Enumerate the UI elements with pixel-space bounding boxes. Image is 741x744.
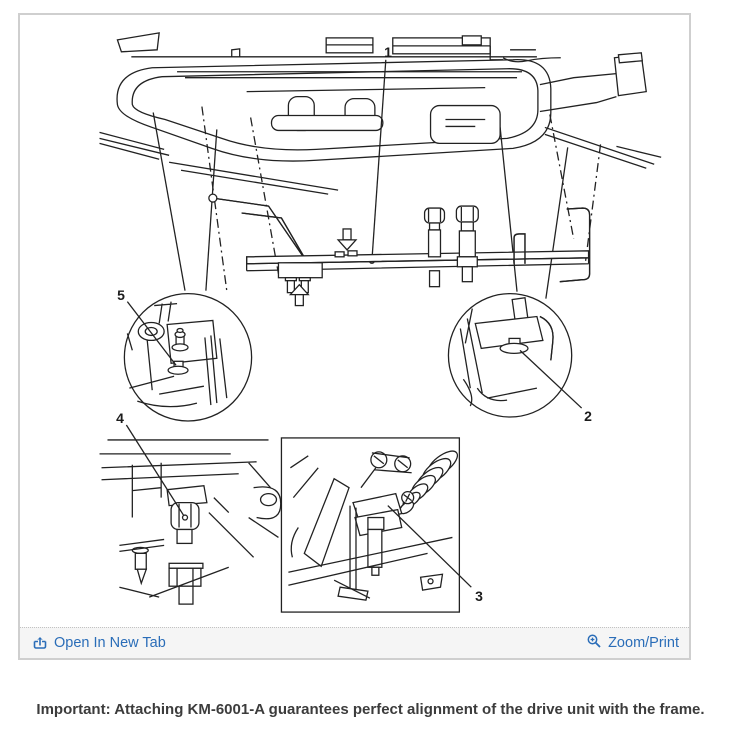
callout-5: 5 xyxy=(117,287,125,303)
open-in-new-tab-icon xyxy=(32,635,48,651)
vehicle-frame xyxy=(100,33,662,194)
zoom-print-link[interactable] xyxy=(586,635,679,651)
tool-bolt-right xyxy=(456,206,478,282)
detail-circle-right xyxy=(448,294,581,417)
alignment-tool-bar xyxy=(209,194,590,305)
caption xyxy=(0,701,741,718)
callout-4: 4 xyxy=(116,410,124,426)
caption-text: Important: Attaching KM-6001-A guarantees perfect alignment of the drive unit with the frame. xyxy=(36,701,705,718)
down-arrow-icon xyxy=(338,229,356,250)
callout-2: 2 xyxy=(584,408,592,424)
open-in-new-tab-label: Open In New Tab xyxy=(54,635,166,651)
zoom-print-label: Zoom/Print xyxy=(608,635,679,651)
callout-3: 3 xyxy=(475,588,483,604)
detail-circle-left xyxy=(124,294,251,421)
technical-diagram xyxy=(20,15,689,627)
viewer-toolbar xyxy=(20,627,689,658)
leader-lines xyxy=(153,60,600,299)
detail-view-drive-unit-bracket xyxy=(281,438,471,612)
diagram-panel xyxy=(18,13,691,660)
magnifier-plus-icon xyxy=(586,633,602,649)
diagram-artwork xyxy=(20,15,689,627)
detail-view-engine-mount xyxy=(100,425,281,604)
callout-1: 1 xyxy=(384,44,392,60)
open-in-new-tab-link[interactable] xyxy=(32,635,166,651)
tool-bolt-left xyxy=(425,208,445,287)
